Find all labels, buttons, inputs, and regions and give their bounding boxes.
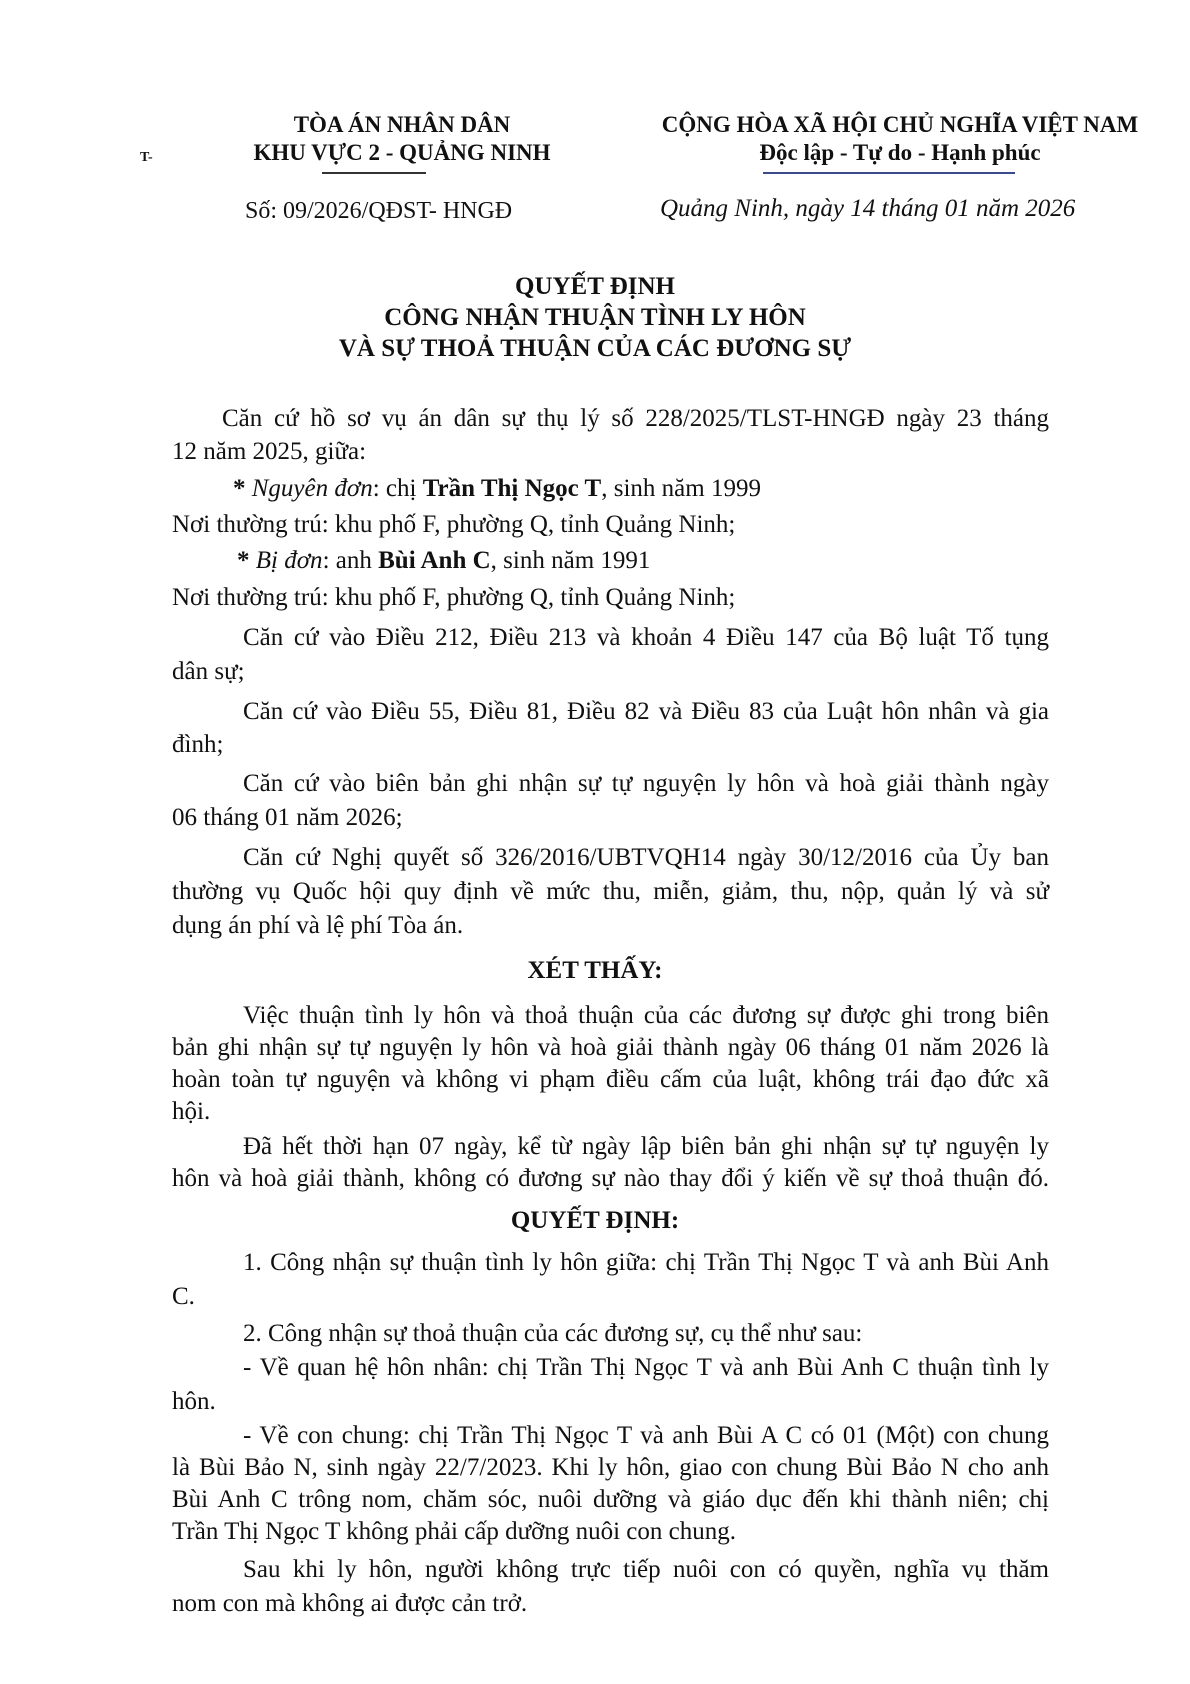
defendant-birth: , sinh năm 1991 — [490, 547, 651, 574]
text-line: 1. Công nhận sự thuận tình ly hôn giữa: chị Trần Thị Ngọc T và anh Bùi Anh — [243, 1249, 1049, 1276]
defendant-address: Nơi thường trú: khu phố F, phường Q, tỉnh Quảng Ninh; — [172, 584, 736, 611]
court-underline — [322, 172, 426, 174]
text-line: Căn cứ Nghị quyết số 326/2016/UBTVQH14 ngày 30/12/2016 của Ủy ban — [243, 844, 1049, 871]
text-line: đình; — [172, 731, 224, 758]
text-line: Đã hết thời hạn 07 ngày, kể từ ngày lập biên bản ghi nhận sự tự nguyện ly — [243, 1133, 1049, 1160]
text-line: - Về quan hệ hôn nhân: chị Trần Thị Ngọc T và anh Bùi Anh C thuận tình ly — [243, 1354, 1049, 1381]
text-line: - Về con chung: chị Trần Thị Ngọc T và anh Bùi A C có 01 (Một) con chung — [243, 1422, 1049, 1449]
text-line: hoàn toàn tự nguyện và không vi phạm điều cấm của luật, không trái đạo đức xã — [172, 1066, 1049, 1093]
text-line: 06 tháng 01 năm 2026; — [172, 804, 403, 831]
text-line: Trần Thị Ngọc T không phải cấp dưỡng nuôi con chung. — [172, 1518, 736, 1545]
plaintiff-name: Trần Thị Ngọc T — [422, 475, 602, 502]
defendant-prefix: : anh — [322, 547, 379, 574]
decision-subtitle-1: CÔNG NHẬN THUẬN TÌNH LY HÔN — [384, 304, 806, 331]
court-region: KHU VỰC 2 - QUẢNG NINH — [253, 140, 551, 165]
text-line: Căn cứ vào Điều 212, Điều 213 và khoản 4 Điều 147 của Bộ luật Tố tụng — [243, 624, 1049, 651]
text-line: C. — [172, 1283, 195, 1310]
bullet-star: * — [237, 547, 250, 574]
plaintiff-line — [233, 473, 761, 505]
defendant-line — [237, 545, 650, 577]
text-line: dân sự; — [172, 658, 245, 685]
decision-heading: QUYẾT ĐỊNH: — [510, 1207, 680, 1234]
text-line: hôn và hoà giải thành, không có đương sự nào thay đổi ý kiến về sự thoả thuận đó. — [172, 1165, 1049, 1192]
plaintiff-birth: , sinh năm 1999 — [601, 475, 761, 502]
text-line: Sau khi ly hôn, người không trực tiếp nuôi con có quyền, nghĩa vụ thăm — [243, 1556, 1049, 1583]
decision-subtitle-2: VÀ SỰ THOẢ THUẬN CỦA CÁC ĐƯƠNG SỰ — [338, 335, 852, 362]
text-line: dụng án phí và lệ phí Tòa án. — [172, 912, 464, 939]
text-line: 2. Công nhận sự thoả thuận của các đương sự, cụ thể như sau: — [243, 1320, 863, 1347]
document-number: Số: 09/2026/QĐST- HNGĐ — [245, 198, 513, 224]
text-line: hội. — [172, 1098, 211, 1125]
text-line: hôn. — [172, 1388, 216, 1415]
margin-mark: T- — [140, 150, 153, 165]
text-line: bản ghi nhận sự tự nguyện ly hôn và hoà giải thành ngày 06 tháng 01 năm 2026 là — [172, 1034, 1049, 1061]
place-date: Quảng Ninh, ngày 14 tháng 01 năm 2026 — [660, 195, 1076, 222]
text-line: Căn cứ hồ sơ vụ án dân sự thụ lý số 228/2025/TLST-HNGĐ ngày 23 tháng — [222, 405, 1049, 432]
bullet-star: * — [233, 475, 246, 502]
text-line: Căn cứ vào Điều 55, Điều 81, Điều 82 và Điều 83 của Luật hôn nhân và gia — [243, 698, 1049, 725]
text-line: nom con mà không ai được cản trở. — [172, 1590, 528, 1617]
text-line: thường vụ Quốc hội quy định về mức thu, miễn, giảm, thu, nộp, quản lý và sử — [172, 878, 1049, 905]
text-line: Việc thuận tình ly hôn và thoả thuận của các đương sự được ghi trong biên — [243, 1002, 1049, 1029]
plaintiff-address: Nơi thường trú: khu phố F, phường Q, tỉnh Quảng Ninh; — [172, 511, 736, 538]
defendant-name: Bùi Anh C — [378, 547, 491, 574]
motto-underline — [763, 172, 1015, 174]
findings-heading: XÉT THẤY: — [527, 957, 663, 984]
text-line: 12 năm 2025, giữa: — [172, 438, 367, 465]
national-title: CỘNG HÒA XÃ HỘI CHỦ NGHĨA VIỆT NAM — [661, 112, 1139, 137]
defendant-label: Bị đơn — [255, 547, 323, 574]
plaintiff-label: Nguyên đơn — [251, 475, 373, 502]
plaintiff-prefix: : chị — [372, 475, 423, 502]
court-name: TÒA ÁN NHÂN DÂN — [293, 112, 511, 137]
text-line: là Bùi Bảo N, sinh ngày 22/7/2023. Khi ly hôn, giao con chung Bùi Bảo N cho anh — [172, 1454, 1049, 1481]
text-line: Bùi Anh C trông nom, chăm sóc, nuôi dưỡng và giáo dục đến khi thành niên; chị — [172, 1486, 1049, 1513]
national-motto: Độc lập - Tự do - Hạnh phúc — [759, 140, 1041, 165]
decision-title: QUYẾT ĐỊNH — [515, 273, 675, 300]
text-line: Căn cứ vào biên bản ghi nhận sự tự nguyện ly hôn và hoà giải thành ngày — [243, 770, 1049, 797]
